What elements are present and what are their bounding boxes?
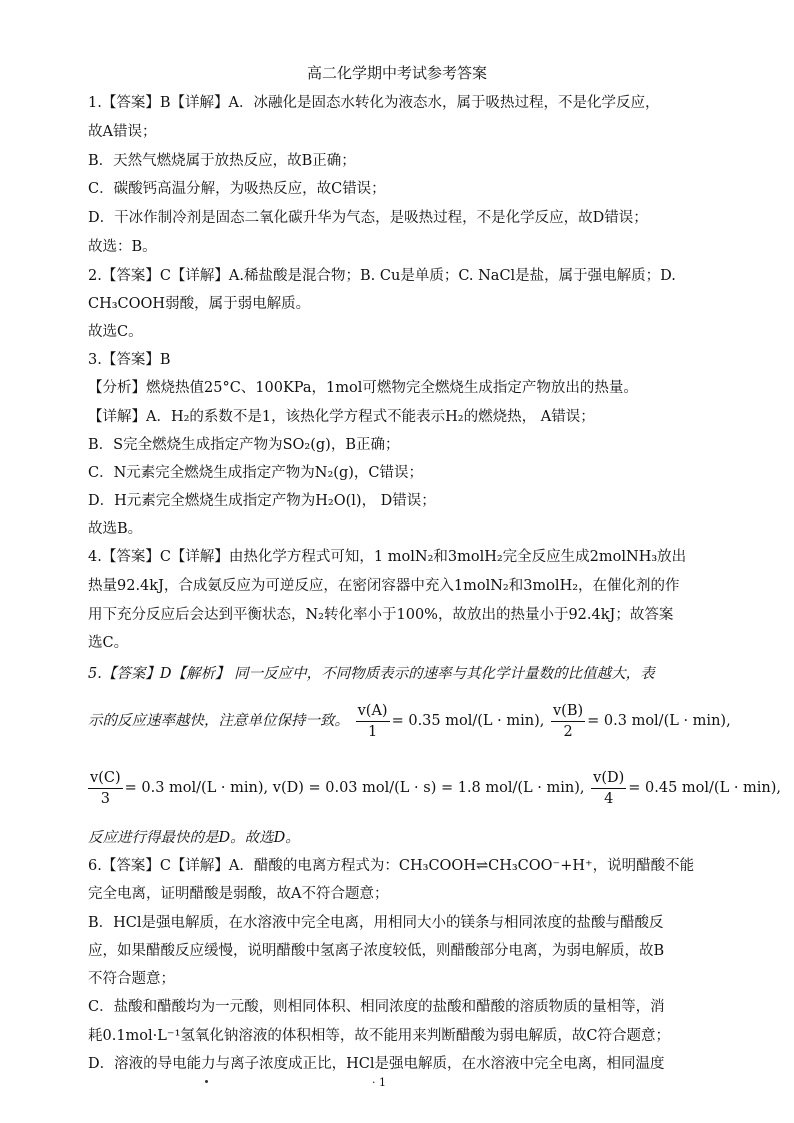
text-line: 热量92.4kJ，合成氨反应为可逆反应，在密闭容器中充入1molN₂和3molH₂，在催化剂的作: [88, 578, 680, 594]
q5-line-1: 5.【答案】D【解析】 同一反应中，不同物质表示的速率与其化学计量数的比值越大，表: [88, 666, 655, 682]
fraction-numerator: v(C): [88, 768, 123, 789]
rate-value: = 0.45 mol/(L · min),: [628, 780, 782, 796]
text-line: D．干冰作制冷剂是固态二氧化碳升华为气态，是吸热过程，不是化学反应，故D错误；: [88, 210, 648, 226]
text-line: 1.【答案】B【详解】A．冰融化是固态水转化为液态水，属于吸热过程，不是化学反应，: [88, 95, 660, 111]
text-line: 不符合题意；: [88, 971, 175, 987]
text-line: 故选C。: [88, 324, 143, 340]
text-line: 耗0.1mol·L⁻¹氢氧化钠溶液的体积相等，故不能用来判断醋酸为弱电解质，故C符合题意；: [88, 1028, 670, 1044]
text-line: 【分析】燃烧热值25°C、100KPa，1mol可燃物完全燃烧生成指定产物放出的热量。: [88, 380, 638, 396]
page-title: 高二化学期中考试参考答案: [306, 64, 487, 82]
fraction-numerator: v(B): [551, 701, 585, 722]
page-number: · 1: [372, 1076, 386, 1089]
q5-line-2: [88, 699, 754, 743]
text-line: C．碳酸钙高温分解，为吸热反应，故C错误；: [88, 181, 386, 197]
text-line: 故选：B。: [88, 239, 157, 255]
q5-line-3: [86, 766, 782, 810]
q5-line-4: 反应进行得最快的是D。故选D。: [88, 830, 300, 846]
text-line: 4.【答案】C【详解】由热化学方程式可知，1 molN₂和3molH₂完全反应生成2molNH₃放出: [88, 549, 687, 565]
text-line: C．N元素完全燃烧生成指定产物为N₂(g)，C错误；: [88, 465, 423, 481]
text-line: D．H元素完全燃烧生成指定产物为H₂O(l)， D错误；: [88, 493, 436, 509]
text-line: B．HCl是强电解质，在水溶液中完全电离，用相同大小的镁条与相同浓度的盐酸与醋酸反: [88, 915, 664, 931]
fraction-denominator: 4: [604, 790, 614, 807]
text-line: 用下充分反应后会达到平衡状态，N₂转化率小于100%，故放出的热量小于92.4kJ；故答案: [88, 607, 674, 623]
fraction-numerator: v(D): [591, 768, 626, 789]
fraction-vC: [88, 768, 123, 809]
fraction-vD: [591, 768, 626, 809]
text-line: 完全电离，证明醋酸是弱酸，故A不符合题意；: [88, 886, 389, 902]
scan-dot: [205, 1080, 208, 1083]
text-line: 2.【答案】C【详解】A.稀盐酸是混合物；B. Cu是单质；C. NaCl是盐，属于强电解质；D.: [88, 268, 676, 284]
text-line: 【详解】A．H₂的系数不是1，该热化学方程式不能表示H₂的燃烧热， A错误；: [88, 409, 595, 425]
text-line: B．S完全燃烧生成指定产物为SO₂(g)，B正确；: [88, 437, 400, 453]
text-line: B．天然气燃烧属于放热反应，故B正确；: [88, 153, 356, 169]
fraction-numerator: v(A): [356, 701, 390, 722]
text-line: 应，如果醋酸反应缓慢，说明醋酸中氢离子浓度较低，则醋酸部分电离，为弱电解质，故B: [88, 943, 665, 959]
text-line: 故A错误；: [88, 124, 157, 140]
text-line: 6.【答案】C【详解】A．醋酸的电离方程式为：CH₃COOH⇌CH₃COO⁻+H⁺，说明醋酸不能: [88, 858, 695, 874]
text-line: 选C。: [88, 635, 129, 651]
fraction-vB: [551, 701, 585, 742]
fraction-denominator: 3: [100, 790, 110, 807]
text-line: CH₃COOH弱酸，属于弱电解质。: [88, 296, 311, 312]
text-line: 3.【答案】B: [88, 352, 171, 368]
fraction-vA: [356, 701, 390, 742]
q5-line-2-text: 示的反应速率越快，注意单位保持一致。: [88, 713, 349, 729]
fraction-denominator: 2: [563, 723, 573, 740]
text-line: D．溶液的导电能力与离子浓度成正比，HCl是强电解质，在水溶液中完全电离，相同温度: [88, 1056, 665, 1072]
rate-value: = 0.35 mol/(L · min),: [391, 713, 545, 729]
fraction-denominator: 1: [367, 723, 378, 740]
rate-value: = 0.3 mol/(L · min),: [587, 713, 731, 729]
text-line: 故选B。: [88, 521, 143, 537]
rate-value: = 0.3 mol/(L · min), v(D) = 0.03 mol/(L · s) = 1.8 mol/(L · min),: [124, 780, 585, 796]
text-line: C．盐酸和醋酸均为一元酸，则相同体积、相同浓度的盐酸和醋酸的溶质物质的量相等，消: [88, 999, 665, 1015]
